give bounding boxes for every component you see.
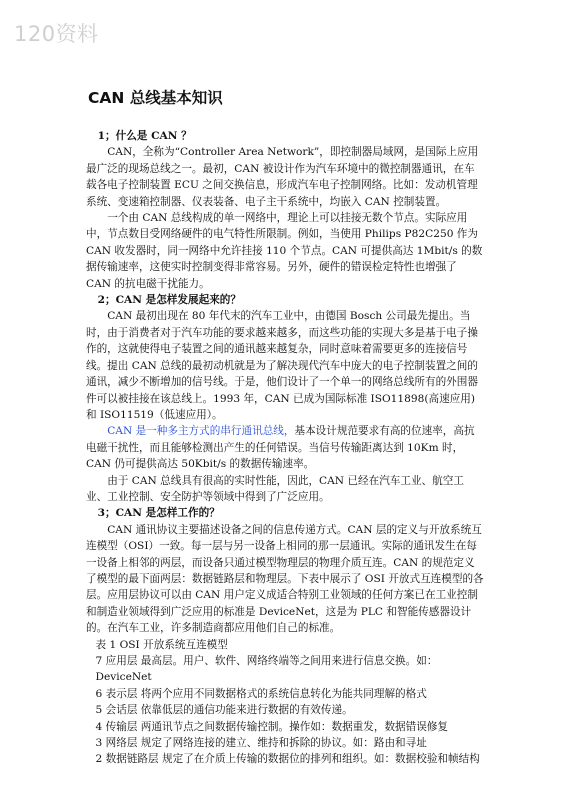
paragraph-4-rest: 基本设计规范要求有高的位速率，高抗电磁干扰性，而且能够检测出产生的任何错误。当信号传输距离达到 10Km 时，CAN 仍可提供高达 50Kbit/s 的数据传输速率。 bbox=[86, 425, 475, 471]
paragraph-2: 一个由 CAN 总线构成的单一网络中，理论上可以挂接无数个节点。实际应用中，节点数目受网络硬件的电气特性所限制。例如，当使用 Philips P82C250 作为 CAN 收发器时，同一网络中允许挂接 110 个节点。CAN 可提供高达 1Mbit/s 的数据传输速率，这使实时控制变得非常容易。另外，硬件的错误检定特性也增强了 CAN 的抗电磁干扰能力。 bbox=[86, 212, 483, 290]
document-body bbox=[86, 128, 484, 768]
watermark: 120资料 bbox=[14, 22, 99, 46]
paragraph-4 bbox=[86, 423, 484, 472]
highlight-text: CAN 是一种多主方式的串行通讯总线， bbox=[107, 425, 295, 438]
paragraph-5: 由于 CAN 总线具有很高的实时性能，因此，CAN 已经在汽车工业、航空工业、工业控制、安全防护等领域中得到了广泛应用。 bbox=[86, 474, 464, 503]
document-title: CAN 总线基本知识 bbox=[88, 89, 223, 107]
paragraph-6: CAN 通讯协议主要描述设备之间的信息传递方式。CAN 层的定义与开放系统互连模型（OSI）一致。每一层与另一设备上相同的那一层通讯。实际的通讯发生在每一设备上相邻的两层，而设备只通过模型物理层的物理介质互连。CAN 的规范定义了模型的最下面两层：数据链路层和物理层。下表中展示了 OSI 开放式互连模型的各层。应用层协议可以由 CAN 用户定义成适合特别工业领域的任何方案已在工业控制和制造业领域得到广泛应用的标准是 DeviceNet，这是为 PLC 和智能传感器设计的。在汽车工业，许多制造商都应用他们自己的标准。 bbox=[86, 523, 484, 635]
osi-layer-4: 4 传输层 两通讯节点之间数据传输控制。操作如：数据重发，数据错误修复 bbox=[95, 720, 449, 733]
table-title: 表 1 OSI 开放系统互连模型 bbox=[95, 638, 228, 651]
osi-layer-2: 2 数据链路层 规定了在介质上传输的数据位的排列和组织。如：数据校验和帧结构 bbox=[95, 753, 480, 766]
osi-layer-3: 3 网络层 规定了网络连接的建立、维持和拆除的协议。如：路由和寻址 bbox=[95, 737, 427, 750]
question-2: 2；CAN 是怎样发展起来的？ bbox=[97, 294, 241, 307]
osi-layer-5: 5 会话层 依靠低层的通信功能来进行数据的有效传递。 bbox=[95, 704, 353, 717]
question-1: 1；什么是 CAN ？ bbox=[97, 130, 192, 142]
question-3: 3；CAN 是怎样工作的？ bbox=[97, 507, 220, 520]
paragraph-3: CAN 最初出现在 80 年代末的汽车工业中，由德国 Bosch 公司最先提出。当时，由于消费者对于汽车功能的要求越来越多，而这些功能的实现大多是基于电子操作的，这就使得电子装置之间的通讯越来越复杂，同时意味着需要更多的连接信号线。提出 CAN 总线的最初动机就是为了解决现代汽车中庞大的电子控制装置之间的通讯，减少不断增加的信号线。于是，他们设计了一个单一的网络总线所有的外围器件可以被挂接在该总线上。1993 年，CAN 已成为国际标准 ISO11898(高速应用)和 ISO11519（低速应用）。 bbox=[86, 310, 478, 421]
osi-layer-6: 6 表示层 将两个应用不同数据格式的系统信息转化为能共同理解的格式 bbox=[95, 687, 427, 700]
paragraph-1: CAN，全称为“Controller Area Network”，即控制器局域网，是国际上应用最广泛的现场总线之一。最初，CAN 被设计作为汽车环境中的微控制器通讯，在车载各电子控制装置 ECU 之间交换信息，形成汽车电子控制网络。比如：发动机管理系统、变速箱控制器、仪表装备、电子主干系统中，均嵌入 CAN 控制装置。 bbox=[86, 146, 479, 208]
osi-layer-7: 7 应用层 最高层。用户、软件、网络终端等之间用来进行信息交换。如：DeviceNet bbox=[95, 655, 438, 684]
